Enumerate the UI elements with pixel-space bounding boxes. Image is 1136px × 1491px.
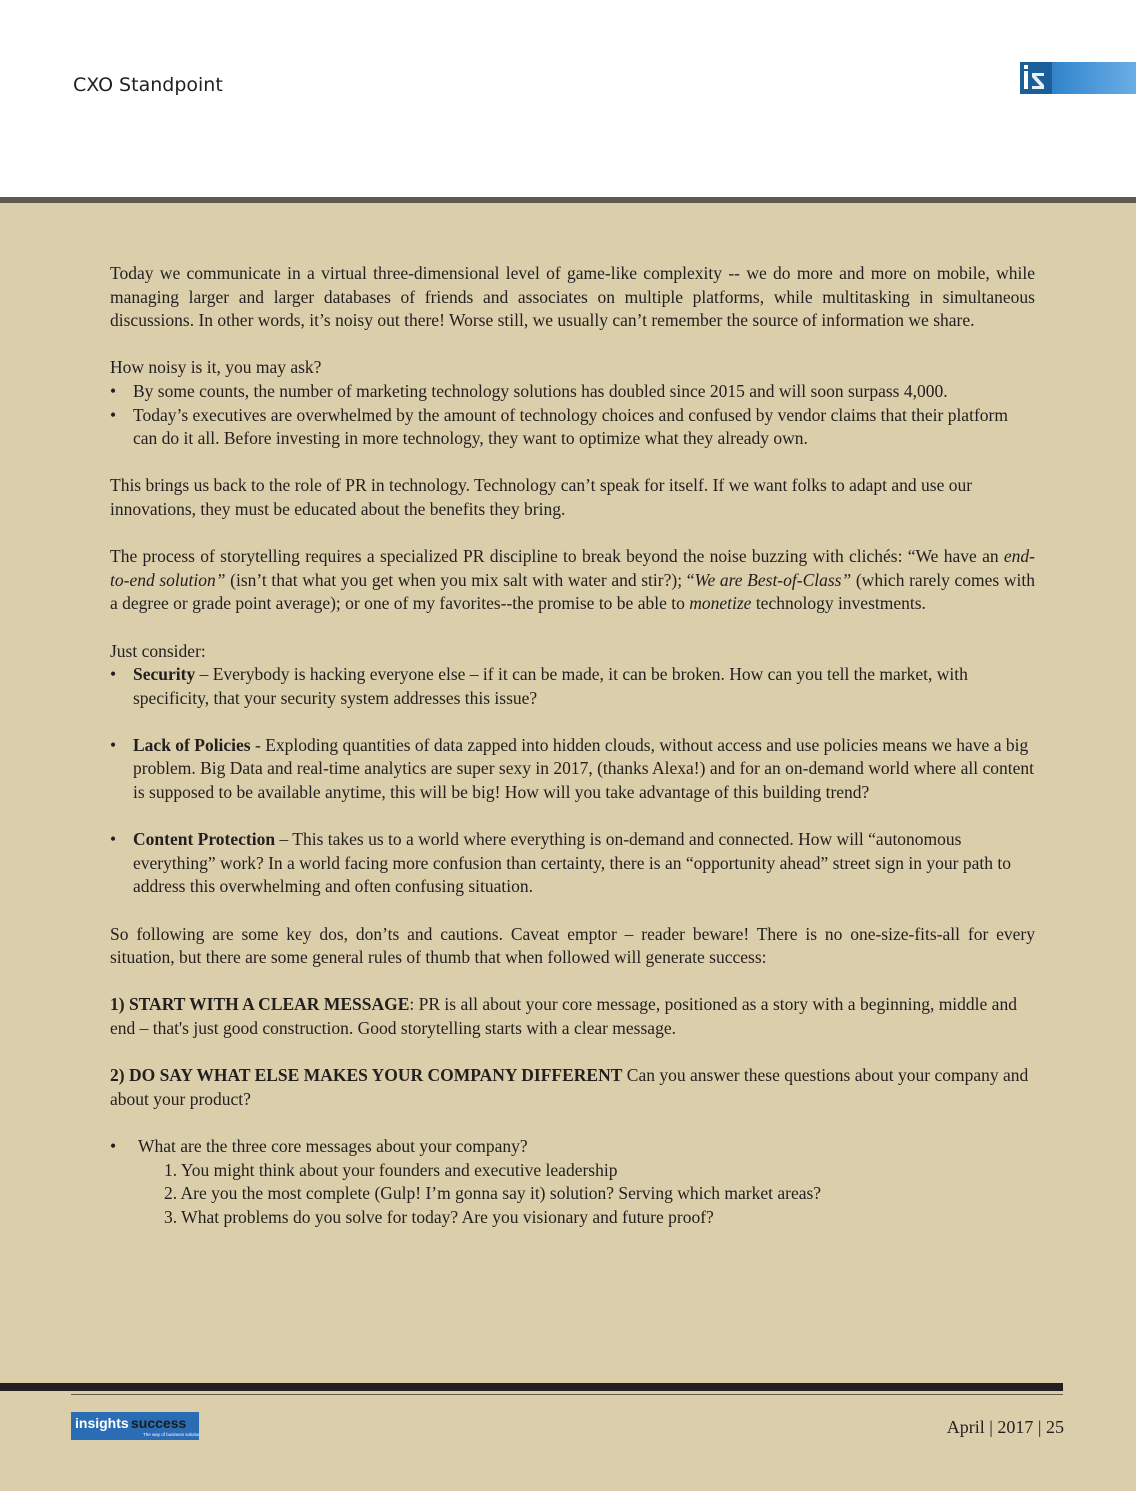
- bullet-icon: •: [110, 664, 117, 685]
- bullet-list: [110, 828, 1035, 899]
- paragraph: 1) START WITH A CLEAR MESSAGE: PR is all about your core message, positioned as a story with a beginning, middle and end – that's just good construction. Good storytelling starts with a clear message.: [110, 994, 1017, 1038]
- bullet-list: [110, 380, 1035, 451]
- numbered-item: 2. Are you the most complete (Gulp! I’m gonna say it) solution? Serving which market areas?: [164, 1183, 822, 1204]
- numbered-item: 1. You might think about your founders and executive leadership: [164, 1159, 618, 1180]
- paragraph: The process of storytelling requires a specialized PR discipline to break beyond the noise buzzing with clichés: “We have an end-to-end solution” (isn’t that what you get when you mix salt with water and stir?); “We are Best-of-Class” (which rarely comes with a degree or grade point average); or one of my favorites--the promise to be able to monetize technology investments.: [110, 546, 1035, 614]
- list-item: • Lack of Policies - Exploding quantities of data zapped into hidden clouds, without access and use policies means we have a big problem. Big Data and real-time analytics are super sexy in 2017, (thanks Alexa!) and for an on-demand world where all content is supposed to be available anytime, this will be big! How will you take advantage of this building trend?: [110, 734, 1034, 803]
- list-item: • Today’s executives are overwhelmed by the amount of technology choices and confused by vendor claims that their platform can do it all. Before investing in more technology, they want to optimize what they already own.: [110, 404, 1008, 449]
- page-date-number: April | 2017 | 25: [946, 1417, 1064, 1437]
- paragraph: Today we communicate in a virtual three-dimensional level of game-like complexity -- we do more and more on mobile, while managing larger and larger databases of friends and associates on multiple platforms, while multitasking in simultaneous discussions. In other words, it’s noisy out there! Worse still, we usually can’t remember the source of information we share.: [110, 263, 1035, 331]
- header-divider: [0, 197, 1136, 203]
- bullet-icon: •: [110, 404, 117, 425]
- numbered-item: 3. What problems do you solve for today? Are you visionary and future proof?: [164, 1206, 714, 1227]
- svg-text:success: success: [131, 1415, 187, 1431]
- bullet-icon: •: [110, 1135, 117, 1156]
- bullet-list: [110, 734, 1035, 805]
- list-item: • What are the three core messages about your company?: [110, 1135, 1035, 1159]
- article-body: [110, 262, 1035, 1229]
- paragraph: How noisy is it, you may ask?: [110, 357, 322, 378]
- bullet-icon: •: [110, 829, 117, 850]
- paragraph: 2) DO SAY WHAT ELSE MAKES YOUR COMPANY DIFFERENT Can you answer these questions about your company and about your product?: [110, 1065, 1029, 1109]
- paragraph: So following are some key dos, don’ts and cautions. Caveat emptor – reader beware! There is no one-size-fits-all for every situation, but there are some general rules of thumb that when followed will generate success:: [110, 923, 1035, 968]
- i2-logo-icon: [1020, 62, 1052, 94]
- paragraph: This brings us back to the role of PR in technology. Technology can’t speak for itself. If we want folks to adapt and use our innovations, they must be educated about the benefits they bring.: [110, 475, 973, 519]
- svg-text:The way of business solutions: The way of business solutions: [143, 1432, 199, 1437]
- insights-success-logo: [71, 1412, 199, 1440]
- list-item: • By some counts, the number of marketing technology solutions has doubled since 2015 and will soon surpass 4,000.: [110, 380, 1035, 404]
- list-item: • Content Protection – This takes us to a world where everything is on-demand and connected. How will “autonomous everything” work? In a world facing more confusion than certainty, there is an “opportunity ahead” street sign in your path to address this overwhelming and often confusing situation.: [110, 829, 1011, 897]
- header-band: [0, 0, 1136, 197]
- bullet-list: [110, 663, 1035, 710]
- footer-divider: [0, 1383, 1063, 1391]
- bullet-icon: •: [110, 380, 117, 401]
- bullet-icon: •: [110, 734, 117, 755]
- section-title: CXO Standpoint: [73, 74, 223, 96]
- list-item: • Security – Everybody is hacking everyone else – if it can be made, it can be broken. How can you tell the market, with specificity, that your security system addresses this issue?: [110, 664, 968, 708]
- svg-text:insights: insights: [75, 1415, 129, 1431]
- paragraph: Just consider:: [110, 640, 206, 661]
- footer-divider-thin: [71, 1394, 1063, 1395]
- bullet-list: [110, 1135, 1035, 1159]
